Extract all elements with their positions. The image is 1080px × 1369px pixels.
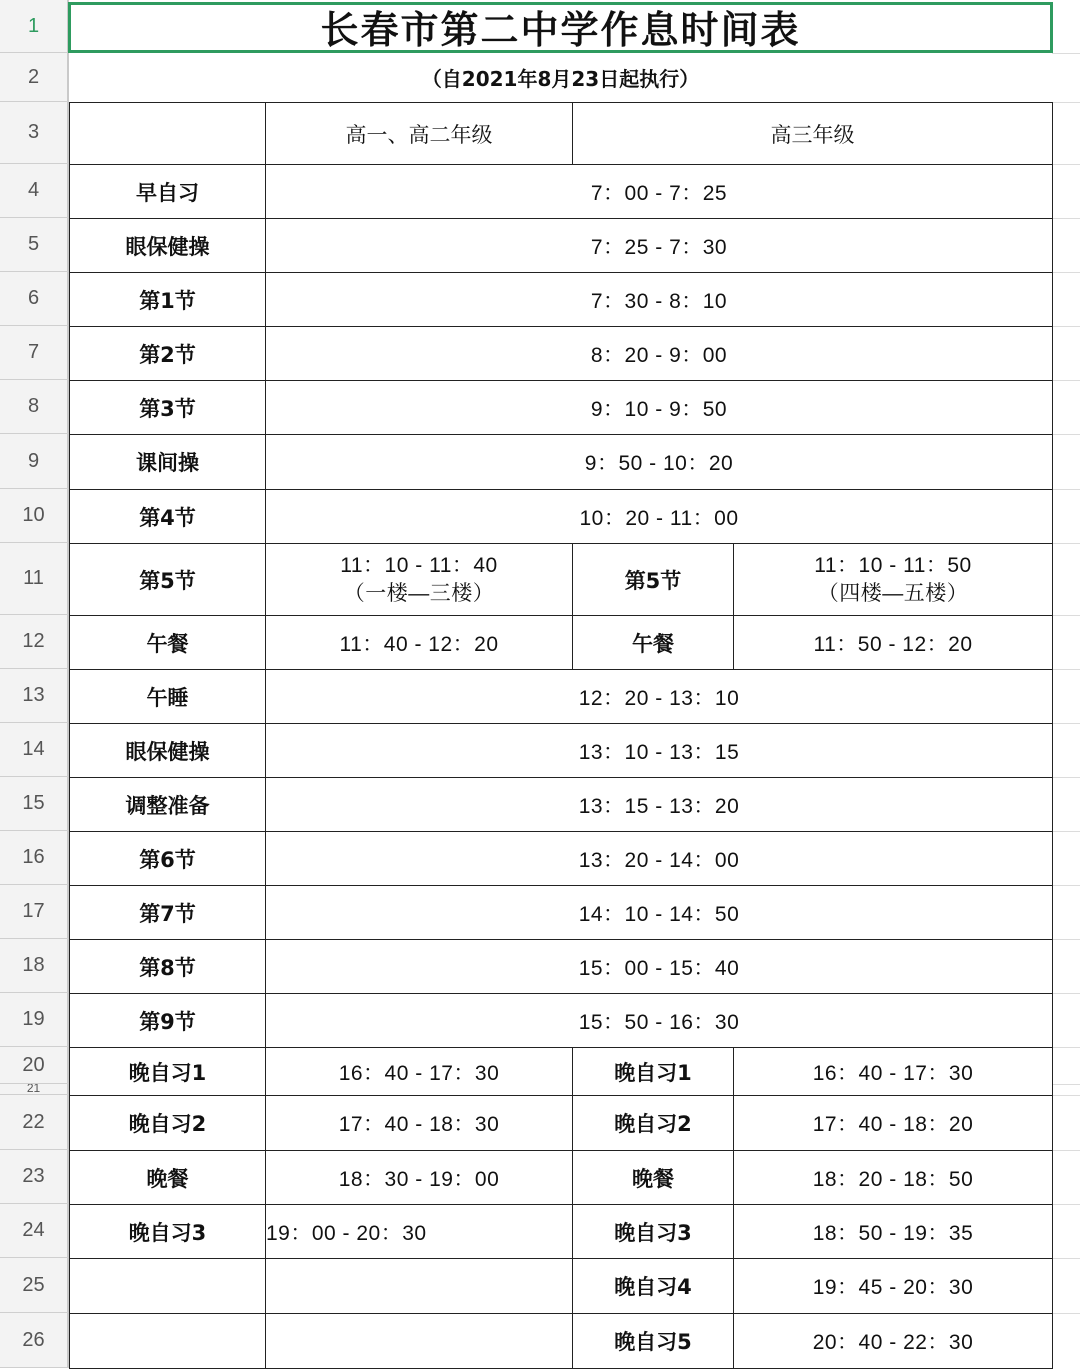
gridline [1052, 434, 1080, 435]
gridline [1052, 1313, 1080, 1314]
schedule-label-grade-3[interactable]: 第5节 [572, 543, 734, 616]
schedule-label[interactable]: 晚自习1 [69, 1047, 266, 1096]
gridline [1052, 723, 1080, 724]
row-header-22[interactable]: 22 [0, 1095, 69, 1150]
schedule-label[interactable]: 第1节 [69, 272, 266, 327]
gridline [1052, 939, 1080, 940]
row-header-3[interactable]: 3 [0, 102, 69, 164]
schedule-label[interactable] [69, 1313, 266, 1369]
sheet-subtitle[interactable]: （自2021年8月23日起执行） [69, 53, 1052, 103]
schedule-time-grade-1-2[interactable]: 16：40 - 17：30 [265, 1047, 573, 1096]
row-header-20[interactable]: 20 [0, 1047, 69, 1084]
row-header-5[interactable]: 5 [0, 218, 69, 272]
schedule-time-grade-1-2[interactable] [265, 1313, 573, 1369]
header-grade-1-2[interactable]: 高一、高二年级 [265, 102, 573, 165]
schedule-label[interactable]: 午餐 [69, 615, 266, 670]
gridline [1052, 993, 1080, 994]
gridline [1052, 615, 1080, 616]
gridline [1052, 218, 1080, 219]
schedule-time[interactable]: 12：20 - 13：10 [265, 669, 1053, 724]
schedule-time-grade-1-2[interactable]: 19：00 - 20：30 [265, 1204, 573, 1259]
gridline [1052, 326, 1080, 327]
schedule-time-grade-1-2[interactable]: 17：40 - 18：30 [265, 1095, 573, 1151]
row-header-12[interactable]: 12 [0, 615, 69, 669]
schedule-time[interactable]: 8：20 - 9：00 [265, 326, 1053, 381]
schedule-time[interactable]: 10：20 - 11：00 [265, 489, 1053, 544]
schedule-label[interactable]: 午睡 [69, 669, 266, 724]
schedule-time-grade-1-2[interactable] [265, 543, 573, 616]
row-header-24[interactable]: 24 [0, 1204, 69, 1258]
row-header-23[interactable]: 23 [0, 1150, 69, 1204]
schedule-time[interactable]: 13：10 - 13：15 [265, 723, 1053, 778]
header-empty-cell[interactable] [69, 102, 266, 165]
schedule-time-grade-3[interactable] [733, 543, 1053, 616]
schedule-time[interactable]: 7：30 - 8：10 [265, 272, 1053, 327]
schedule-label[interactable]: 眼保健操 [69, 218, 266, 273]
gridline [1052, 1204, 1080, 1205]
gridline [1052, 1258, 1080, 1259]
gridline [1052, 885, 1080, 886]
schedule-label[interactable]: 调整准备 [69, 777, 266, 832]
schedule-label[interactable]: 晚自习2 [69, 1095, 266, 1151]
schedule-time[interactable]: 15：00 - 15：40 [265, 939, 1053, 994]
schedule-label-grade-3[interactable]: 晚自习1 [572, 1047, 734, 1096]
gridline [1052, 53, 1080, 54]
row-header-9[interactable]: 9 [0, 434, 69, 489]
schedule-time[interactable]: 13：20 - 14：00 [265, 831, 1053, 886]
schedule-time[interactable]: 9：50 - 10：20 [265, 434, 1053, 490]
row-header-7[interactable]: 7 [0, 326, 69, 380]
schedule-time[interactable]: 7：25 - 7：30 [265, 218, 1053, 273]
schedule-time-grade-3[interactable]: 18：20 - 18：50 [733, 1150, 1053, 1205]
schedule-label-grade-3[interactable]: 晚餐 [572, 1150, 734, 1205]
schedule-time-grade-1-2[interactable] [265, 1258, 573, 1314]
gridline [1052, 1047, 1080, 1048]
schedule-time[interactable]: 14：10 - 14：50 [265, 885, 1053, 940]
row-header-10[interactable]: 10 [0, 489, 69, 543]
schedule-label[interactable]: 课间操 [69, 434, 266, 490]
schedule-time-grade-3[interactable]: 19：45 - 20：30 [733, 1258, 1053, 1314]
schedule-label[interactable]: 第9节 [69, 993, 266, 1048]
schedule-label[interactable]: 眼保健操 [69, 723, 266, 778]
schedule-label[interactable]: 晚自习3 [69, 1204, 266, 1259]
schedule-label[interactable]: 晚餐 [69, 1150, 266, 1205]
schedule-label-grade-3[interactable]: 晚自习2 [572, 1095, 734, 1151]
gridline [1052, 102, 1080, 103]
gridline [1052, 1095, 1080, 1096]
header-grade-3[interactable]: 高三年级 [572, 102, 1053, 165]
row-header-25[interactable]: 25 [0, 1258, 69, 1313]
gridline [1052, 777, 1080, 778]
time-range: 11：10 - 11：40 [340, 553, 498, 577]
schedule-label-grade-3[interactable]: 晚自习3 [572, 1204, 734, 1259]
schedule-label[interactable]: 第6节 [69, 831, 266, 886]
gridline [1052, 543, 1080, 544]
schedule-time-grade-3[interactable]: 11：50 - 12：20 [733, 615, 1053, 670]
row-header-1[interactable]: 1 [0, 0, 69, 53]
floor-note: （一楼—三楼） [343, 581, 495, 605]
gridline [1052, 669, 1080, 670]
gridline [1052, 1150, 1080, 1151]
row-header-6[interactable]: 6 [0, 272, 69, 326]
gridline [1052, 164, 1080, 165]
row-header-18[interactable]: 18 [0, 939, 69, 993]
schedule-time-grade-1-2[interactable]: 11：40 - 12：20 [265, 615, 573, 670]
schedule-time-grade-3[interactable]: 20：40 - 22：30 [733, 1313, 1053, 1369]
schedule-label[interactable] [69, 1258, 266, 1314]
schedule-time-grade-3[interactable]: 17：40 - 18：20 [733, 1095, 1053, 1151]
schedule-label[interactable]: 第7节 [69, 885, 266, 940]
sheet-title[interactable]: 长春市第二中学作息时间表 [69, 0, 1052, 53]
row-header-8[interactable]: 8 [0, 380, 69, 434]
row-header-15[interactable]: 15 [0, 777, 69, 831]
row-header-19[interactable]: 19 [0, 993, 69, 1047]
row-header-14[interactable]: 14 [0, 723, 69, 777]
row-header-11[interactable]: 11 [0, 543, 69, 615]
row-header-26[interactable]: 26 [0, 1313, 69, 1368]
row-header-4[interactable]: 4 [0, 164, 69, 218]
row-header-2[interactable]: 2 [0, 53, 69, 102]
schedule-label-grade-3[interactable]: 晚自习5 [572, 1313, 734, 1369]
schedule-time-grade-3[interactable]: 18：50 - 19：35 [733, 1204, 1053, 1259]
schedule-time[interactable]: 15：50 - 16：30 [265, 993, 1053, 1048]
schedule-label[interactable]: 早自习 [69, 164, 266, 219]
schedule-time-grade-3[interactable]: 16：40 - 17：30 [733, 1047, 1053, 1096]
schedule-label[interactable]: 第2节 [69, 326, 266, 381]
schedule-label-grade-3[interactable]: 晚自习4 [572, 1258, 734, 1314]
time-range: 11：10 - 11：50 [814, 553, 972, 577]
schedule-label[interactable]: 第4节 [69, 489, 266, 544]
schedule-time[interactable]: 7：00 - 7：25 [265, 164, 1053, 219]
row-header-13[interactable]: 13 [0, 669, 69, 723]
gridline [1052, 831, 1080, 832]
schedule-label[interactable]: 第5节 [69, 543, 266, 616]
gridline [1052, 1084, 1080, 1085]
row-header-16[interactable]: 16 [0, 831, 69, 885]
schedule-time[interactable]: 9：10 - 9：50 [265, 380, 1053, 435]
floor-note: （四楼—五楼） [817, 581, 969, 605]
schedule-time[interactable]: 13：15 - 13：20 [265, 777, 1053, 832]
schedule-label[interactable]: 第3节 [69, 380, 266, 435]
row-header-17[interactable]: 17 [0, 885, 69, 939]
schedule-label[interactable]: 第8节 [69, 939, 266, 994]
gridline [1052, 489, 1080, 490]
gridline [1052, 272, 1080, 273]
schedule-label-grade-3[interactable]: 午餐 [572, 615, 734, 670]
row-header-21[interactable]: 21 [0, 1084, 69, 1095]
gridline [1052, 380, 1080, 381]
schedule-time-grade-1-2[interactable]: 18：30 - 19：00 [265, 1150, 573, 1205]
